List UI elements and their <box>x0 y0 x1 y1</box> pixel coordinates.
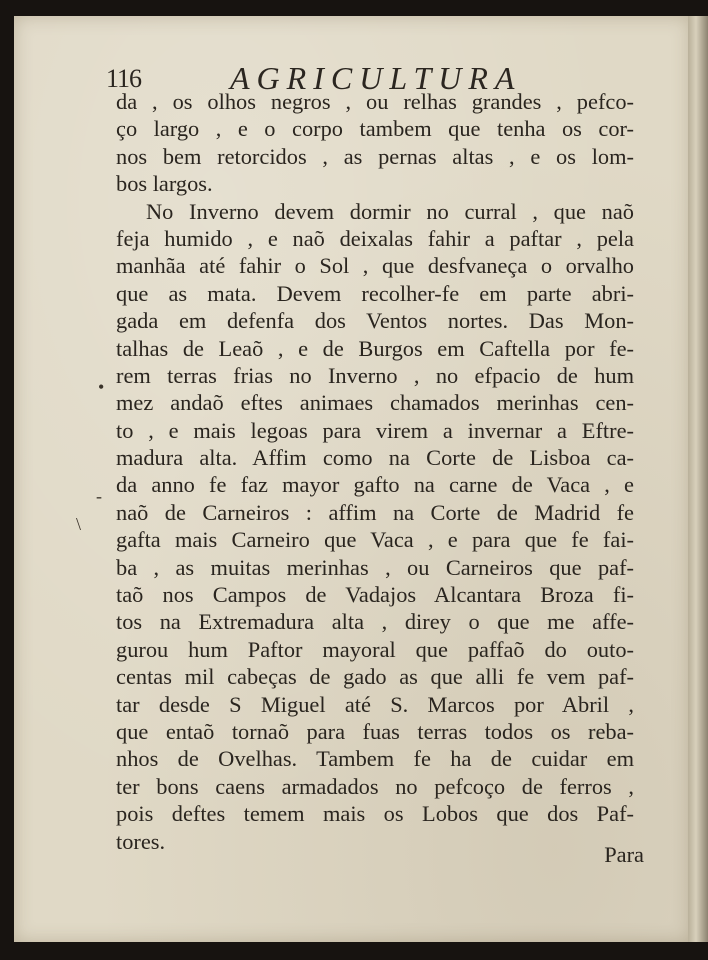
text-line: ter bons caens armadados no pefcoço de ferros , <box>116 773 634 799</box>
text-line: tos na Extremadura alta , direy o que me affe- <box>116 609 634 635</box>
text-line: gurou hum Paftor mayoral que paffaõ do outo- <box>116 636 634 662</box>
text-line: tar desde S Miguel até S. Marcos por Abril , <box>116 691 634 717</box>
text-line: nhos de Ovelhas. Tambem fe ha de cuidar em <box>116 746 634 772</box>
text-line: que as mata. Devem recolher-fe em parte abri- <box>116 280 634 306</box>
text-line: ba , as muitas merinhas , ou Carneiros que paf- <box>116 554 634 580</box>
text-line: talhas de Leaõ , e de Burgos em Caftella por fe- <box>116 335 634 361</box>
text-line: centas mil cabeças de gado as que alli fe vem paf- <box>116 664 634 690</box>
page-gutter <box>688 16 708 942</box>
margin-mark: • <box>98 377 105 397</box>
text-line: pois deftes temem mais os Lobos que dos Paf- <box>116 801 634 827</box>
text-line: ço largo , e o corpo tambem que tenha os cor- <box>116 116 634 142</box>
text-line: manhãa até fahir o Sol , que desfvaneça o orvalho <box>116 253 634 279</box>
margin-mark: - <box>96 486 102 506</box>
text-line: mez andaõ eftes animaes chamados merinhas cen- <box>116 390 634 416</box>
paragraph-start-line: No Inverno devem dormir no curral , que naõ <box>146 198 634 224</box>
text-line: que entaõ tornaõ para fuas terras todos os reba- <box>116 718 634 744</box>
text-line: gada em defenfa dos Ventos nortes. Das Mon- <box>116 308 634 334</box>
text-line: to , e mais legoas para virem a invernar a Eftre- <box>116 417 634 443</box>
text-line: taõ nos Campos de Vadajos Alcantara Broza fi- <box>116 582 634 608</box>
text-line: da anno fe faz mayor gafto na carne de Vaca , e <box>116 472 634 498</box>
text-line: bos largos. <box>116 171 213 197</box>
text-line: naõ de Carneiros : affim na Corte de Madrid fe <box>116 499 634 525</box>
catchword: Para <box>604 842 644 867</box>
body-text <box>116 88 634 855</box>
text-line: feja humido , e naõ deixalas fahir a paftar , pela <box>116 225 634 251</box>
text-line: nos bem retorcidos , as pernas altas , e os lom- <box>116 143 634 169</box>
page-number: 116 <box>106 64 142 93</box>
running-head: AGRICULTURA <box>230 60 522 96</box>
text-line: da , os olhos negros , ou relhas grandes , pefco- <box>116 89 634 114</box>
text-line: gafta mais Carneiro que Vaca , e para que fe fai- <box>116 527 634 553</box>
text-line: tores. <box>116 828 166 854</box>
text-line: rem terras frias no Inverno , no efpacio de hum <box>116 362 634 388</box>
text-line: madura alta. Affim como na Corte de Lisboa ca- <box>116 445 634 471</box>
margin-mark: \ <box>76 514 82 534</box>
